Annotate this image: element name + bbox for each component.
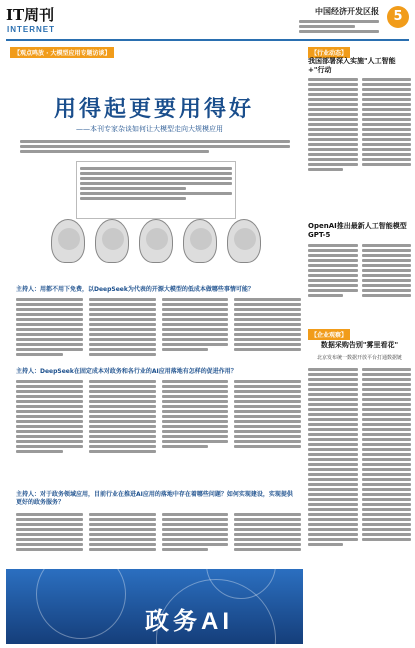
news-subheadline: 北京发布统一数据开放平台打通数据链 [316, 355, 402, 361]
question-heading: 主持人：对于政务领域应用，目前行业在推进AI应用的落地中存在着哪些问题？如何实现建设，实现提供更好的政务服务？ [16, 491, 293, 506]
issue-info [299, 18, 379, 35]
section-subtitle: INTERNET [7, 25, 55, 34]
section-banner: 【观点鸣放 · 大模型应用专题访谈】 [10, 47, 114, 58]
newspaper-name: 中国经济开发区报 [315, 6, 379, 16]
article-body [16, 511, 301, 569]
article-subheadline: ——本刊专家杂谈如何让大模型走向大规模应用 [76, 125, 223, 133]
news-column [308, 44, 411, 644]
portrait-image [139, 219, 173, 263]
article-headline: 用得起更要用得好 [54, 96, 255, 122]
section-tag: 【行业动态】 [308, 47, 350, 58]
illustration-title: 政务AI [145, 608, 233, 635]
masthead [6, 4, 409, 44]
section-title: IT周刊 [6, 6, 55, 24]
article-body [16, 378, 301, 488]
article-body [16, 296, 301, 376]
news-headline: 我国部署深入实施"人工智能+"行动 [308, 57, 396, 74]
section-tag: 【企业观察】 [308, 329, 350, 340]
guest-list-box [76, 161, 236, 219]
news-body [308, 76, 411, 216]
portrait-image [51, 219, 85, 263]
question-heading: 主持人：用都不用下免费，以DeepSeek为代表的开源大模型的低成本做哪些事情可能？ [16, 286, 254, 293]
portrait-image [95, 219, 129, 263]
news-headline: OpenAI推出最新人工智能模型GPT-5 [308, 222, 407, 239]
main-article [6, 44, 303, 644]
page-number-badge: 5 [387, 6, 409, 28]
news-headline: 数据采购告别"雾里看花" [320, 341, 399, 349]
portrait-image [227, 219, 261, 263]
portrait-image [183, 219, 217, 263]
article-lede [20, 138, 290, 155]
news-body [308, 366, 411, 636]
news-body [308, 242, 411, 324]
guest-portraits [46, 219, 266, 281]
header-rule [6, 39, 409, 41]
illustration-gov-ai [6, 569, 303, 644]
question-heading: 主持人：DeepSeek在固定成本对政务和各行业的AI应用落地有怎样的促进作用？ [16, 368, 237, 375]
